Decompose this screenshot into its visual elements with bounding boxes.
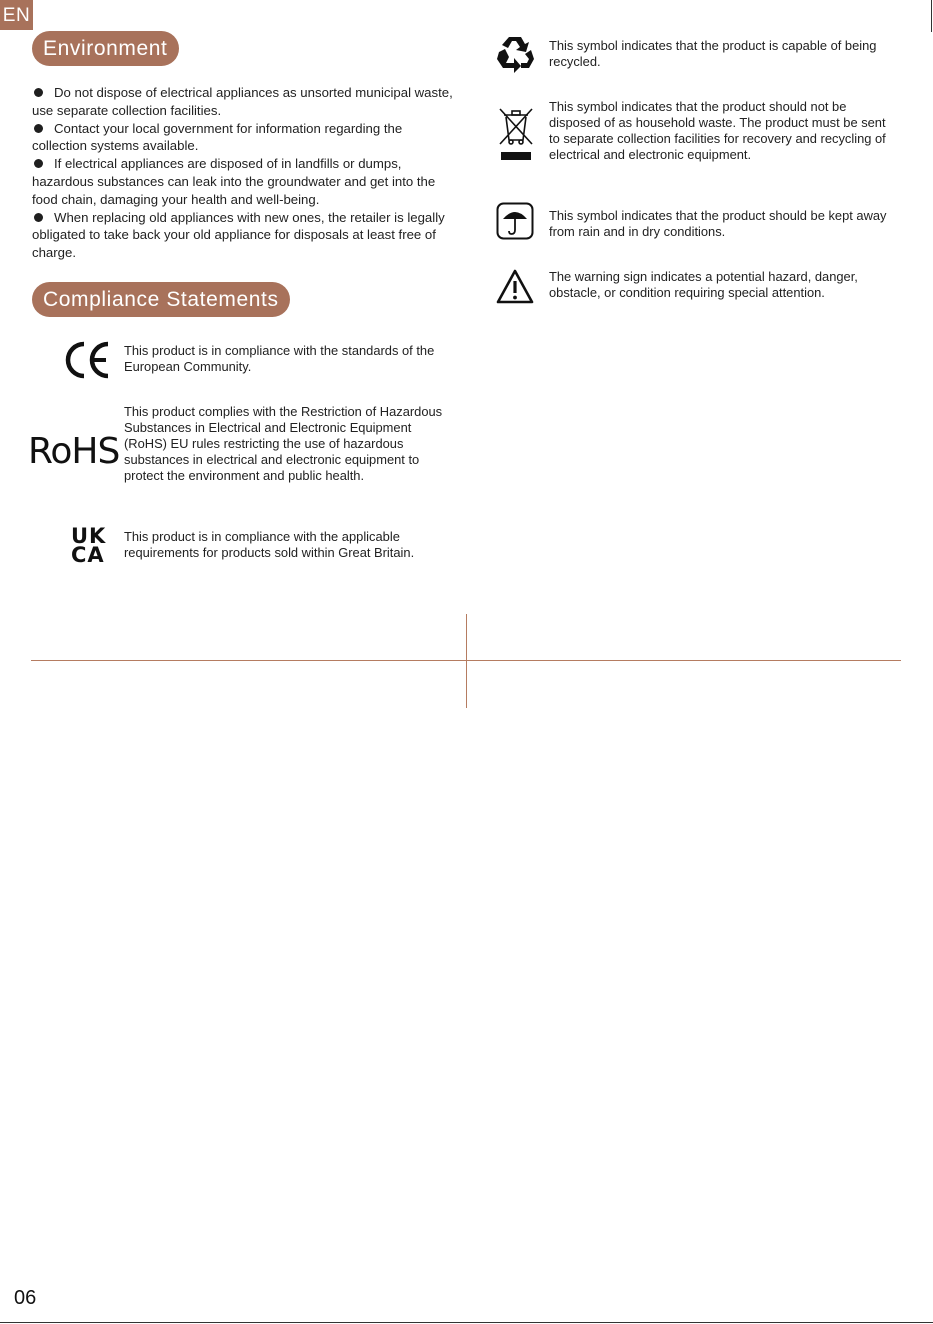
weee-statement: This symbol indicates that the product should not be disposed of as household waste. The product must be sent to separate collection facilities for recovery and recycling of electrical and electronic equipment.: [549, 99, 886, 163]
ukca-logo-bottom: CA: [71, 543, 105, 567]
bullet-icon: [34, 88, 43, 97]
warning-icon: [495, 268, 535, 306]
recycle-statement: This symbol indicates that the product is capable of being recycled.: [549, 38, 877, 70]
umbrella-icon: [496, 202, 534, 240]
rohs-statement: This product complies with the Restriction of Hazardous Substances in Electrical and Electronic Equipment (RoHS) EU rules restricting the use of hazardous substances in electrical and electronic equipment to protect the environment and public health.: [124, 404, 443, 484]
ce-statement: This product is in compliance with the standards of the European Community.: [124, 343, 435, 375]
language-tab: EN: [0, 0, 33, 30]
list-item: If electrical appliances are disposed of in landfills or dumps, hazardous substances can leak into the groundwater and get into the food chain, damaging your health and well-being.: [32, 156, 436, 207]
environment-heading: Environment: [32, 31, 179, 66]
page-number: 06: [14, 1287, 37, 1309]
crossed-bin-icon: [496, 106, 536, 162]
bullet-icon: [34, 124, 43, 133]
compliance-heading: Compliance Statements: [32, 282, 290, 317]
list-item: When replacing old appliances with new ones, the retailer is legally obligated to take back your old appliance for disposals at least free of charge.: [32, 209, 445, 261]
bullet-icon: [34, 159, 43, 168]
ukca-logo-top: UK: [71, 524, 107, 548]
ukca-statement: This product is in compliance with the applicable requirements for products sold within Great Britain.: [124, 529, 415, 561]
bullet-icon: [34, 213, 43, 222]
page-edge-line: [931, 0, 932, 32]
list-item: Contact your local government for information regarding the collection systems available.: [32, 120, 403, 154]
environment-list: [32, 84, 456, 262]
list-item: Do not dispose of electrical appliances as unsorted municipal waste, use separate collection facilities.: [32, 85, 453, 118]
recycle-icon: [494, 34, 536, 74]
page-bottom-line: [0, 1322, 933, 1323]
vertical-divider: [466, 614, 467, 708]
ukca-mark-icon: [71, 524, 113, 567]
umbrella-statement: This symbol indicates that the product should be kept away from rain and in dry conditions.: [549, 208, 887, 240]
rohs-logo: RoHS: [28, 431, 120, 472]
ce-mark-icon: [64, 336, 114, 382]
warning-statement: The warning sign indicates a potential hazard, danger, obstacle, or condition requiring special attention.: [549, 269, 858, 301]
